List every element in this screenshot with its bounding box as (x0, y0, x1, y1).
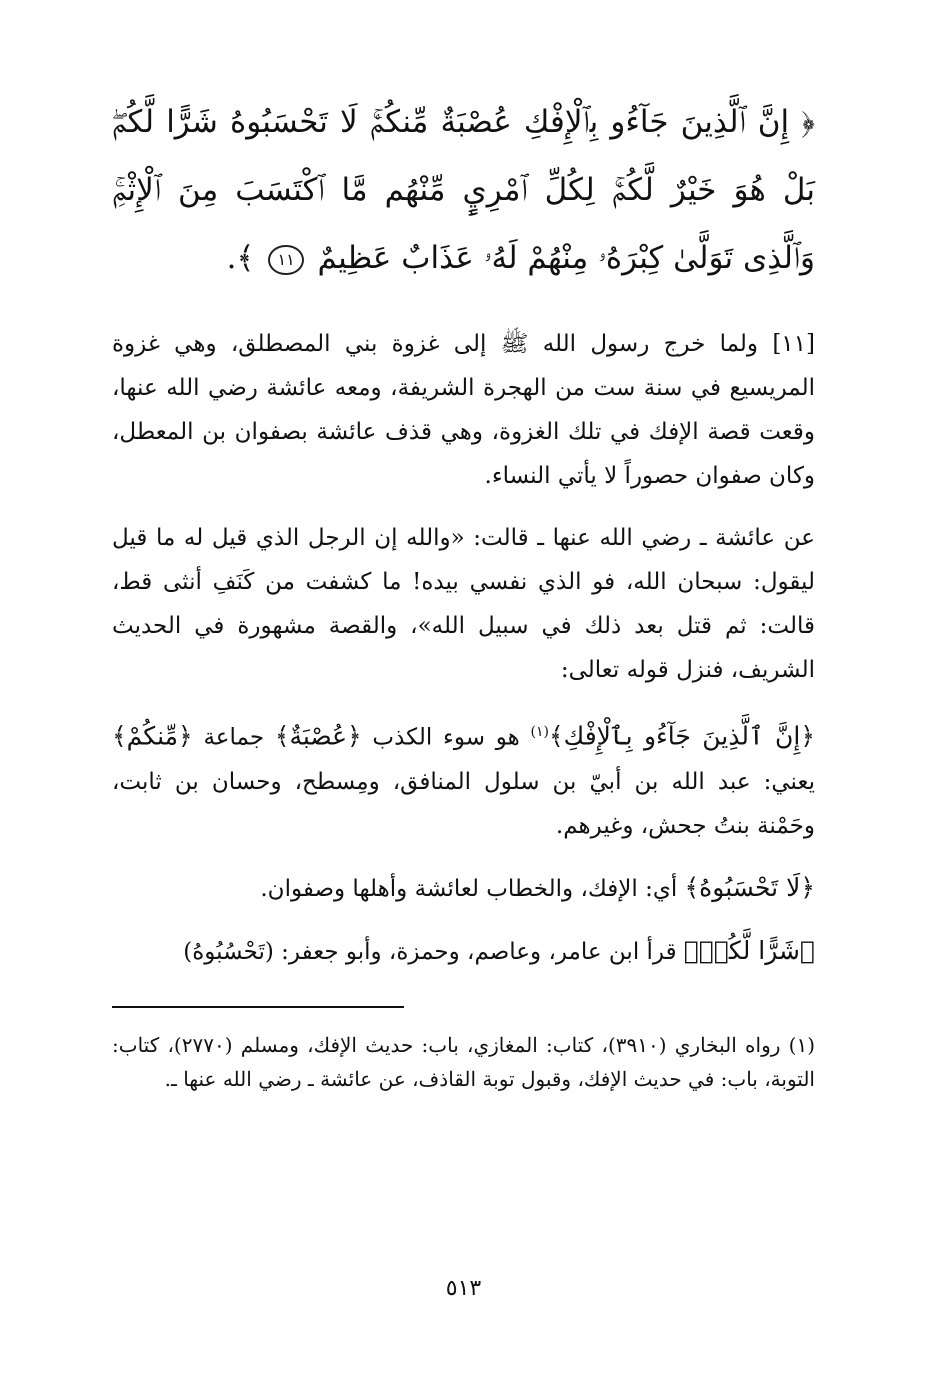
quran-quote: ﴿مِّنكُمْ﴾ (112, 721, 193, 751)
tafsir-paragraph-1 (112, 710, 815, 848)
ayah-number-medallion: ١١ (268, 245, 303, 275)
footnote-divider (112, 1006, 404, 1008)
footnote-reference[interactable]: (١) (530, 724, 550, 740)
quran-quote: ﴿لَا تَحْسَبُوهُ﴾ (684, 872, 815, 902)
tafsir-text: يعني: عبد الله بن أبيّ بن سلول المنافق، ومِسطح، وحسان بن ثابت، وحَمْنة بنتُ جحش، وغيرهم. (112, 768, 815, 839)
verse-close-bracket: ﴾. (226, 240, 255, 276)
quran-verse (112, 88, 815, 292)
intro-paragraph: [١١] ولما خرج رسول الله ﷺ إلى غزوة بني المصطلق، وهي غزوة المريسيع في سنة ست من الهجرة الشريفة، ومعه عائشة رضي الله عنها، وقعت قصة الإفك في تلك الغزوة، وهي قذف عائشة بصفوان بن المعطل، وكان صفوان حصوراً لا يأتي النساء. (112, 331, 815, 489)
verse-text: إِنَّ ٱلَّذِينَ جَآءُو بِٱلْإِفْكِ عُصْبَةٌ مِّنكُمْۚ لَا تَحْسَبُوهُ شَرًّا لَّكُمۖ بَلْ هُوَ خَيْرٌ لَّكُمْۚ لِكُلِّ ٱمْرِيٍٕ مِّنْهُم مَّا ٱكْتَسَبَ مِنَ ٱلْإِثْمِۚ وَٱلَّذِى تَوَلَّىٰ كِبْرَهُۥ مِنْهُمْ لَهُۥ عَذَابٌ عَظِيمٌ (112, 104, 815, 276)
quran-quote: ﴿شَرًّا لَّكُمۖ﴾ (683, 935, 815, 965)
tafsir-paragraph-3 (112, 929, 815, 974)
tafsir-text: جماعة (192, 724, 275, 751)
quran-quote: ﴿عُصْبَةٌ﴾ (274, 721, 362, 751)
aisha-hadith-paragraph: عن عائشة ـ رضي الله عنها ـ قالت: «والله إن الرجل الذي قيل له ما قيل ليقول: سبحان الله، فو الذي نفسي بيده! ما كشفت من كَنَفِ أنثى قط، قالت: ثم قتل بعد ذلك في سبيل الله»، والقصة مشهورة في الحديث الشريف، فنزل قوله تعالى: (112, 525, 815, 683)
tafsir-text: هو سوء الكذب (361, 724, 531, 751)
tafsir-paragraph-2 (112, 866, 815, 911)
verse-open-bracket: ﴿ (801, 104, 816, 140)
tafsir-text: قرأ ابن عامر، وعاصم، وحمزة، وأبو جعفر: (تَحْسُبُوهُ) (183, 938, 684, 965)
footnote-text: (١) رواه البخاري (٣٩١٠)، كتاب: المغازي، باب: حديث الإفك، ومسلم (٢٧٧٠)، كتاب: التوبة، باب: في حديث الإفك، وقبول توبة القاذف، عن عائشة ـ رضي الله عنها ـ. (112, 1032, 815, 1091)
tafsir-text: أي: الإفك، والخطاب لعائشة وأهلها وصفوان. (260, 875, 685, 902)
quran-quote: ﴿إِنَّ ٱلَّذِينَ جَآءُو بِٱلْإِفْكِ﴾ (549, 721, 815, 751)
page-number: ٥١٣ (445, 1276, 482, 1301)
